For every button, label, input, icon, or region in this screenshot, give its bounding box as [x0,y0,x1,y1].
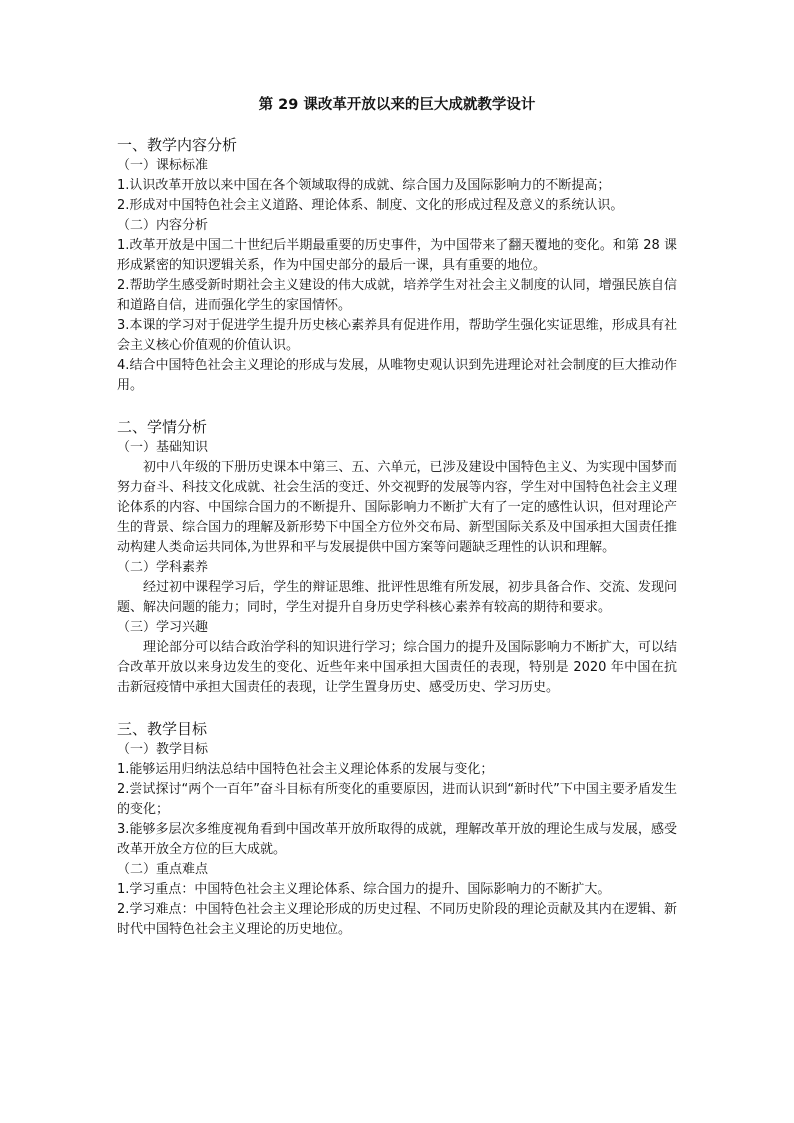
spacer [117,396,677,416]
subsection-heading: （一）基础知识 [117,440,209,455]
list-item: 3.能够多层次多维度视角看到中国改革开放所取得的成就，理解改革开放的理论生成与发展，感受改革开放全方位的巨大成就。 [117,822,677,857]
list-item: 1.学习重点：中国特色社会主义理论体系、综合国力的提升、国际影响力的不断扩大。 [117,882,611,897]
document-title: 第 29 课改革开放以来的巨大成就教学设计 [258,97,536,113]
paragraph: 经过初中课程学习后，学生的辩证思维、批评性思维有所发展，初步具备合作、交流、发现问题、解决问题的能力；同时，学生对提升自身历史学科核心素养有较高的期待和要求。 [117,580,677,615]
subsection-heading: （二）重点难点 [117,862,209,877]
list-item: 3.本课的学习对于促进学生提升历史核心素养具有促进作用，帮助学生强化实证思维，形成具有社会主义核心价值观的价值认识。 [117,318,677,353]
list-item: 1.认识改革开放以来中国在各个领域取得的成就、综合国力及国际影响力的不断提高； [117,178,611,193]
document-body [117,134,677,940]
list-item: 2.帮助学生感受新时期社会主义建设的伟大成就，培养学生对社会主义制度的认同，增强民族自信和道路自信，进而强化学生的家国情怀。 [117,278,677,313]
list-item: 1.改革开放是中国二十世纪后半期最重要的历史事件，为中国带来了翻天覆地的变化。和第 28 课形成紧密的知识逻辑关系，作为中国史部分的最后一课，具有重要的地位。 [117,238,677,273]
section-heading: 二、学情分析 [117,418,208,436]
list-item: 2.学习难点：中国特色社会主义理论形成的历史过程、不同历史阶段的理论贡献及其内在逻辑、新时代中国特色社会主义理论的历史地位。 [117,902,677,937]
list-item: 2.尝试探讨“两个一百年”奋斗目标有所变化的重要原因，进而认识到“新时代”下中国主要矛盾发生的变化； [117,782,677,817]
section-heading: 一、教学内容分析 [117,136,238,154]
paragraph: 初中八年级的下册历史课本中第三、五、六单元，已涉及建设中国特色主义、为实现中国梦而努力奋斗、科技文化成就、社会生活的变迁、外交视野的发展等内容，学生对中国特色社会主义理论体系的内容、中国综合国力的不断提升、国际影响力不断扩大有了一定的感性认识，但对理论产生的背景、综合国力的理解及新形势下中国全方位外交布局、新型国际关系及中国承担大国责任推动构建人类命运共同体,为世界和平与发展提供中国方案等问题缺乏理性的认识和理解。 [117,460,677,555]
spacer [117,698,677,718]
list-item: 4.结合中国特色社会主义理论的形成与发展，从唯物史观认识到先进理论对社会制度的巨大推动作用。 [117,358,677,393]
section-heading: 三、教学目标 [117,720,208,738]
paragraph: 理论部分可以结合政治学科的知识进行学习；综合国力的提升及国际影响力不断扩大，可以结合改革开放以来身边发生的变化、近些年来中国承担大国责任的表现，特别是 2020 年中国在抗击新冠疫情中承担大国责任的表现，让学生置身历史、感受历史、学习历史。 [117,640,677,695]
list-item: 1.能够运用归纳法总结中国特色社会主义理论体系的发展与变化； [117,762,494,777]
subsection-heading: （一）教学目标 [117,742,209,757]
subsection-heading: （一）课标标准 [117,158,209,173]
subsection-heading: （二）学科素养 [117,560,209,575]
subsection-heading: （三）学习兴趣 [117,620,209,635]
subsection-heading: （二）内容分析 [117,218,209,233]
list-item: 2.形成对中国特色社会主义道路、理论体系、制度、文化的形成过程及意义的系统认识。 [117,198,624,213]
